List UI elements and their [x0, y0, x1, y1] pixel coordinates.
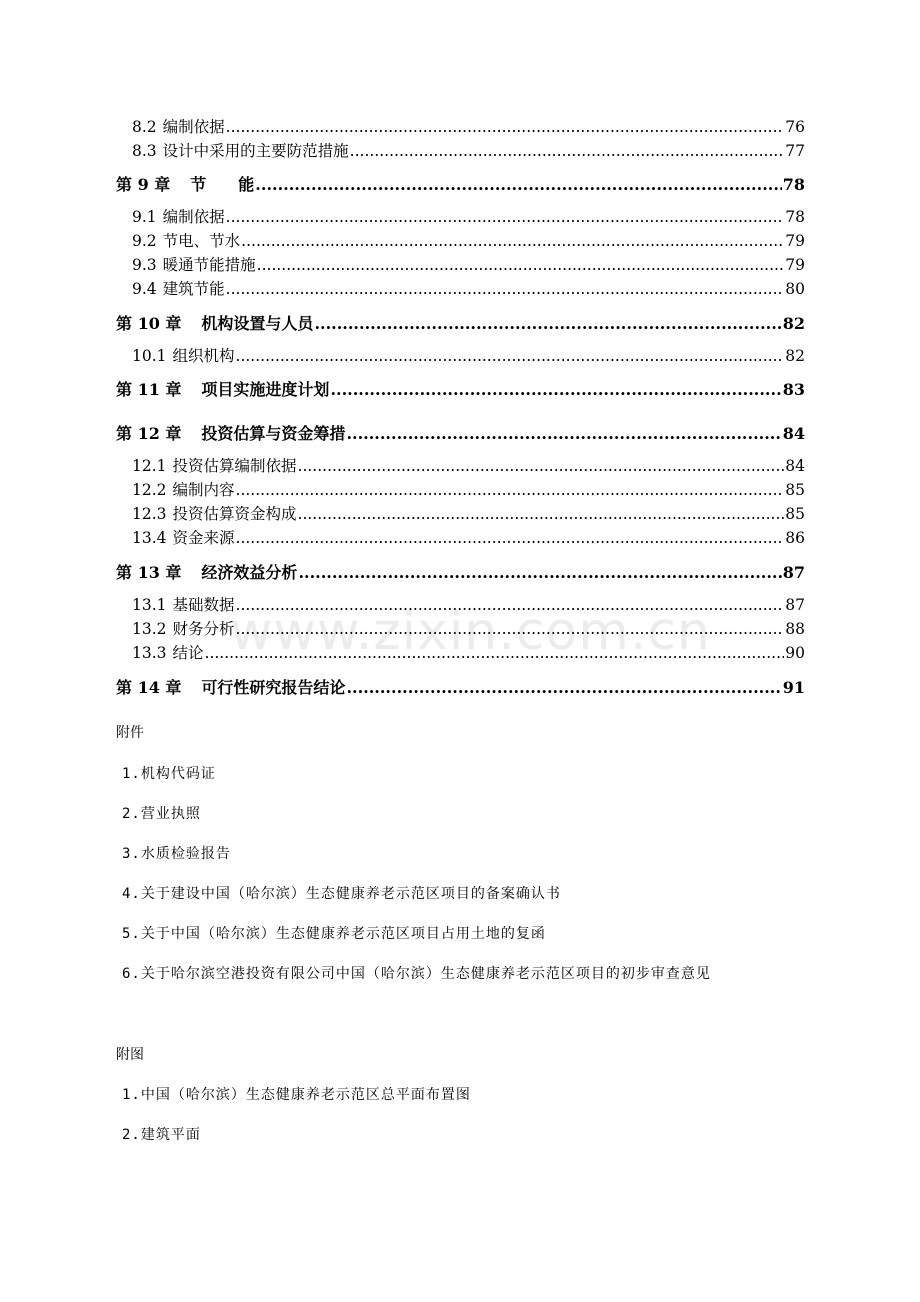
toc-section-entry[interactable]: [132, 205, 805, 227]
toc-entry-title: 财务分析: [172, 620, 235, 638]
dot-leader: [226, 208, 785, 226]
toc-page-number: 88: [785, 620, 805, 638]
attachment-item: 5.关于中国（哈尔滨）生态健康养老示范区项目占用土地的复函: [122, 926, 546, 942]
dot-leader: [255, 175, 781, 194]
attachment-item: 3.水质检验报告: [122, 846, 231, 862]
toc-page-number: 85: [785, 481, 805, 499]
toc-entry-title: 投资估算资金构成: [172, 505, 297, 523]
toc-entry-title: 节电、节水: [162, 232, 241, 250]
dot-leader: [205, 644, 785, 662]
toc-entry-title: 编制依据: [162, 208, 225, 226]
toc-chapter-entry[interactable]: [116, 172, 805, 195]
dot-leader: [298, 563, 781, 582]
toc-section-entry[interactable]: [132, 617, 805, 639]
toc-entry-title: 编制依据: [162, 118, 225, 136]
watermark: www.zixin.com.cn: [230, 602, 711, 662]
attachment-item: 4.关于建设中国（哈尔滨）生态健康养老示范区项目的备案确认书: [122, 886, 561, 902]
toc-entry-number: 9.3: [132, 256, 157, 274]
toc-page-number: 79: [785, 232, 805, 250]
toc-entry-number: 13.2: [132, 620, 167, 638]
toc-chapter-entry[interactable]: [116, 560, 805, 583]
toc-chapter-entry[interactable]: [116, 311, 805, 334]
toc-entry-title: 机构设置与人员: [201, 314, 314, 333]
toc-section-entry[interactable]: [132, 229, 805, 251]
toc-entry-title: 可行性研究报告结论: [201, 678, 346, 697]
dot-leader: [241, 232, 784, 250]
dot-leader: [236, 347, 785, 365]
toc-chapter-entry[interactable]: [116, 421, 805, 444]
toc-entry-title: 投资估算编制依据: [172, 457, 297, 475]
toc-page-number: 84: [782, 424, 805, 443]
toc-entry-number: 10.1: [132, 347, 167, 365]
dot-leader: [346, 678, 781, 697]
dot-leader: [350, 142, 785, 160]
toc-page-number: 78: [782, 175, 805, 194]
toc-section-entry[interactable]: [132, 641, 805, 663]
toc-entry-number: 8.2: [132, 118, 157, 136]
toc-entry-title: 节 能: [190, 175, 255, 194]
toc-entry-number: 第 13 章: [116, 563, 182, 582]
toc-entry-title: 暖通节能措施: [162, 256, 256, 274]
toc-entry-title: 编制内容: [172, 481, 235, 499]
drawings-heading: 附图: [116, 1047, 144, 1063]
toc-chapter-entry[interactable]: [116, 675, 805, 698]
toc-entry-number: 第 9 章: [116, 175, 171, 194]
toc-page-number: 77: [785, 142, 805, 160]
dot-leader: [236, 529, 785, 547]
toc-page-number: 84: [785, 457, 805, 475]
toc-entry-title: 建筑节能: [162, 280, 225, 298]
toc-section-entry[interactable]: [132, 253, 805, 275]
toc-section-entry[interactable]: [132, 526, 805, 548]
dot-leader: [236, 620, 785, 638]
toc-entry-number: 9.2: [132, 232, 157, 250]
dot-leader: [298, 505, 785, 523]
toc-page-number: 80: [785, 280, 805, 298]
toc-entry-title: 项目实施进度计划: [201, 380, 330, 399]
toc-page-number: 85: [785, 505, 805, 523]
toc-entry-number: 12.2: [132, 481, 167, 499]
toc-entry-number: 12.3: [132, 505, 167, 523]
toc-page-number: 86: [785, 529, 805, 547]
dot-leader: [226, 280, 785, 298]
toc-page-number: 91: [782, 678, 805, 697]
toc-entry-title: 结论: [172, 644, 204, 662]
toc-entry-title: 投资估算与资金筹措: [201, 424, 346, 443]
toc-page-number: 76: [785, 118, 805, 136]
toc-page-number: 78: [785, 208, 805, 226]
dot-leader: [226, 118, 785, 136]
toc-section-entry[interactable]: [132, 344, 805, 366]
toc-section-entry[interactable]: [132, 502, 805, 524]
toc-page-number: 82: [782, 314, 805, 333]
toc-entry-number: 第 10 章: [116, 314, 182, 333]
toc-chapter-entry[interactable]: [116, 377, 805, 400]
toc-entry-number: 12.1: [132, 457, 167, 475]
dot-leader: [330, 380, 781, 399]
toc-section-entry[interactable]: [132, 277, 805, 299]
toc-entry-number: 第 11 章: [116, 380, 182, 399]
dot-leader: [236, 596, 785, 614]
drawing-item: 2.建筑平面: [122, 1127, 201, 1143]
toc-entry-number: 第 14 章: [116, 678, 182, 697]
toc-section-entry[interactable]: [132, 115, 805, 137]
toc-entry-number: 13.3: [132, 644, 167, 662]
attachment-item: 6.关于哈尔滨空港投资有限公司中国（哈尔滨）生态健康养老示范区项目的初步审查意见: [122, 966, 711, 982]
attachments-heading: 附件: [116, 725, 144, 741]
toc-entry-title: 基础数据: [172, 596, 235, 614]
attachment-item: 2.营业执照: [122, 806, 201, 822]
toc-entry-number: 9.4: [132, 280, 157, 298]
toc-page-number: 83: [782, 380, 805, 399]
toc-entry-title: 资金来源: [172, 529, 235, 547]
toc-page-number: 82: [785, 347, 805, 365]
toc-entry-title: 设计中采用的主要防范措施: [162, 142, 349, 160]
toc-entry-number: 8.3: [132, 142, 157, 160]
toc-section-entry[interactable]: [132, 139, 805, 161]
toc-entry-title: 经济效益分析: [201, 563, 298, 582]
toc-entry-title: 组织机构: [172, 347, 235, 365]
drawing-item: 1.中国（哈尔滨）生态健康养老示范区总平面布置图: [122, 1087, 471, 1103]
toc-page-number: 87: [782, 563, 805, 582]
dot-leader: [314, 314, 781, 333]
toc-page-number: 90: [785, 644, 805, 662]
dot-leader: [346, 424, 781, 443]
toc-page-number: 87: [785, 596, 805, 614]
dot-leader: [298, 457, 785, 475]
toc-section-entry[interactable]: [132, 454, 805, 476]
toc-entry-number: 13.4: [132, 529, 167, 547]
toc-section-entry[interactable]: [132, 478, 805, 500]
dot-leader: [257, 256, 785, 274]
toc-entry-number: 第 12 章: [116, 424, 182, 443]
dot-leader: [236, 481, 785, 499]
toc-page-number: 79: [785, 256, 805, 274]
toc-section-entry[interactable]: [132, 593, 805, 615]
attachment-item: 1.机构代码证: [122, 766, 216, 782]
toc-entry-number: 13.1: [132, 596, 167, 614]
toc-entry-number: 9.1: [132, 208, 157, 226]
